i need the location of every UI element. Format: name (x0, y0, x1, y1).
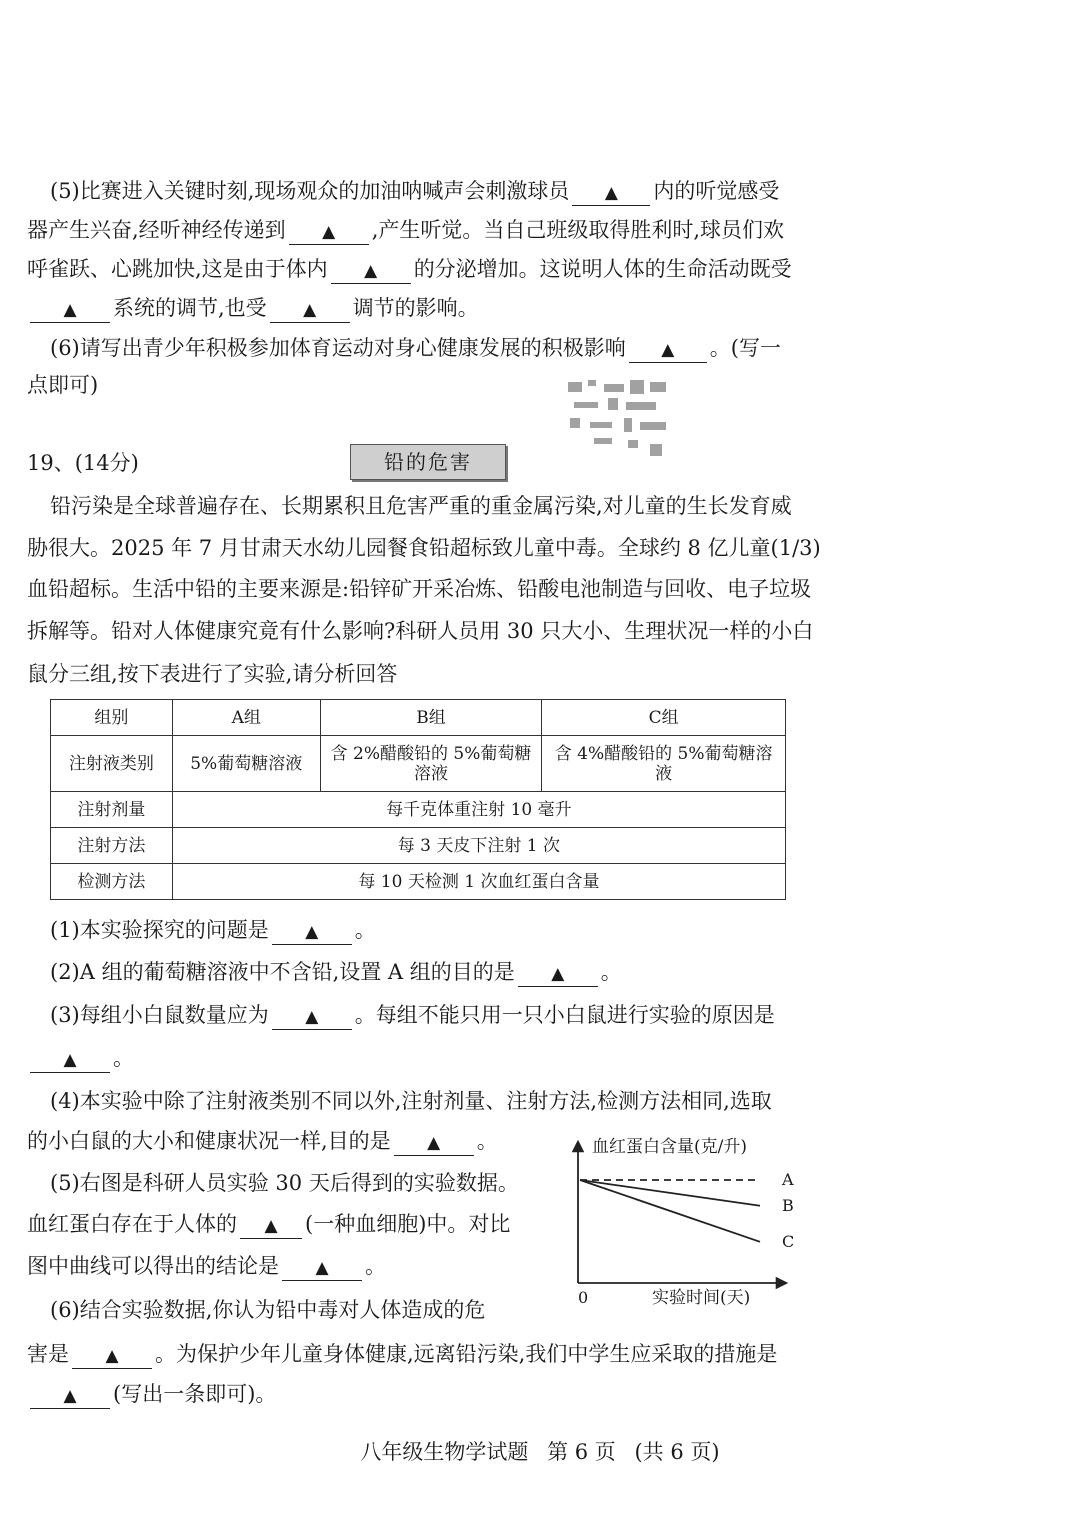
table-cell: 每千克体重注射 10 毫升 (172, 792, 785, 828)
text: (3)每组小白鼠数量应为 (50, 1003, 269, 1027)
q19-intro-line2: 胁很大。2025 年 7 月甘肃天水幼儿园餐食铅超标致儿童中毒。全球约 8 亿儿童(1/3) (27, 536, 821, 560)
text: 器产生兴奋,经听神经传递到 (27, 218, 286, 242)
table-row (51, 792, 786, 828)
blank-triangle-icon: ▲ (63, 300, 77, 320)
q19-q6-line2 (27, 1340, 777, 1369)
text: 。 (113, 1046, 134, 1070)
text: 内的听觉感受 (653, 179, 780, 203)
q19-intro-line1: 铅污染是全球普遍存在、长期累积且危害严重的重金属污染,对儿童的生长发育威 (50, 494, 792, 518)
text: 。(写一 (709, 336, 781, 360)
table-cell: 每 3 天皮下注射 1 次 (172, 828, 785, 864)
blank-triangle-icon: ▲ (305, 922, 319, 942)
text: (2)A 组的葡萄糖溶液中不含铅,设置 A 组的目的是 (50, 960, 515, 984)
text: (5)右图是科研人员实验 30 天后得到的实验数据。 (50, 1171, 519, 1195)
blank-triangle-icon: ▲ (63, 1050, 77, 1070)
blank-triangle-icon: ▲ (63, 1386, 77, 1406)
text: (一种血细胞)中。对比 (305, 1212, 511, 1236)
q19-intro-line3: 血铅超标。生活中铅的主要来源是:铅锌矿开采冶炼、铅酸电池制造与回收、电子垃圾 (27, 577, 812, 601)
q18-p5-line3 (27, 255, 792, 284)
table-cell: 含 4%醋酸铅的 5%葡萄糖溶液 (542, 736, 786, 792)
text: 呼雀跃、心跳加快,这是由于体内 (27, 257, 328, 281)
q19-q4-line2 (27, 1127, 498, 1156)
text: 的小白鼠的大小和健康状况一样,目的是 (27, 1129, 391, 1153)
table-header-row (51, 700, 786, 736)
answer-blank[interactable] (272, 1003, 352, 1030)
footer-total: (共 6 页) (634, 1440, 720, 1464)
q19-q4-line1 (50, 1087, 772, 1115)
answer-blank[interactable] (331, 257, 411, 284)
text: 害是 (27, 1342, 69, 1366)
table-row (51, 736, 786, 792)
blank-triangle-icon: ▲ (604, 183, 618, 203)
hemoglobin-chart (560, 1128, 810, 1320)
text: (1)本实验探究的问题是 (50, 918, 269, 942)
text: ,产生听觉。当自己班级取得胜利时,球员们欢 (371, 218, 785, 242)
q18-p6-line2 (27, 371, 98, 399)
table-cell: 含 2%醋酸铅的 5%葡萄糖溶液 (320, 736, 542, 792)
answer-blank[interactable] (572, 179, 650, 206)
answer-blank[interactable] (30, 296, 110, 323)
text: (6)请写出青少年积极参加体育运动对身心健康发展的积极影响 (50, 336, 626, 360)
q18-p5-line2 (27, 216, 784, 245)
series-label-C: C (782, 1231, 795, 1251)
faded-qr-code-icon (564, 378, 672, 462)
x-axis-label: 实验时间(天) (652, 1288, 751, 1308)
q19-q1 (50, 916, 376, 945)
footer-subject: 八年级生物学试题 (360, 1440, 529, 1464)
blank-triangle-icon: ▲ (105, 1346, 119, 1366)
text: 图中曲线可以得出的结论是 (27, 1254, 279, 1278)
answer-blank[interactable] (272, 918, 352, 945)
q18-p5-line4 (27, 294, 479, 323)
q18-p6-line1 (50, 334, 781, 363)
q18-p5-line1 (50, 177, 779, 206)
experiment-table (50, 699, 786, 900)
answer-blank[interactable] (629, 336, 707, 363)
answer-blank[interactable] (282, 1254, 362, 1281)
answer-blank[interactable] (72, 1342, 152, 1369)
header-cell: A组 (172, 700, 320, 736)
q19-intro-line4: 拆解等。铅对人体健康究竟有什么影响?科研人员用 30 只大小、生理状况一样的小白 (27, 619, 814, 643)
text: 的分泌增加。这说明人体的生命活动既受 (413, 257, 792, 281)
blank-triangle-icon: ▲ (264, 1216, 278, 1236)
text: 点即可) (27, 373, 99, 397)
series-label-B: B (782, 1195, 794, 1215)
footer-page: 第 6 页 (547, 1440, 616, 1464)
blank-triangle-icon: ▲ (661, 340, 675, 360)
q19-title-box: 铅的危害 (350, 444, 506, 480)
table-cell: 每 10 天检测 1 次血红蛋白含量 (172, 864, 785, 900)
answer-blank[interactable] (30, 1382, 110, 1409)
row-label: 注射剂量 (51, 792, 173, 828)
text: 血红蛋白存在于人体的 (27, 1212, 237, 1236)
answer-blank[interactable] (289, 218, 369, 245)
row-label: 注射液类别 (51, 736, 173, 792)
blank-triangle-icon: ▲ (427, 1133, 441, 1153)
q19-intro-line5: 鼠分三组,按下表进行了实验,请分析回答 (27, 662, 398, 686)
q19-q5-line1 (50, 1169, 519, 1197)
text: (4)本实验中除了注射液类别不同以外,注射剂量、注射方法,检测方法相同,选取 (50, 1089, 772, 1113)
blank-triangle-icon: ▲ (303, 300, 317, 320)
blank-triangle-icon: ▲ (315, 1258, 329, 1278)
page-footer (0, 1436, 1080, 1466)
table-row (51, 828, 786, 864)
series-line-C (580, 1180, 760, 1242)
blank-triangle-icon: ▲ (551, 964, 565, 984)
row-label: 注射方法 (51, 828, 173, 864)
series-label-A: A (782, 1170, 794, 1189)
text: 。每组不能只用一只小白鼠进行实验的原因是 (354, 1003, 775, 1027)
text: 。 (354, 918, 376, 942)
origin-label: 0 (578, 1288, 589, 1307)
q19-number (27, 449, 139, 477)
series-line-B (580, 1180, 760, 1206)
answer-blank[interactable] (270, 296, 350, 323)
q19-q3-line2 (27, 1044, 134, 1073)
text: (5)比赛进入关键时刻,现场观众的加油呐喊声会刺激球员 (50, 179, 570, 203)
row-label: 检测方法 (51, 864, 173, 900)
header-cell: 组别 (51, 700, 173, 736)
y-axis-label: 血红蛋白含量(克/升) (592, 1137, 747, 1157)
text: 系统的调节,也受 (113, 296, 267, 320)
blank-triangle-icon: ▲ (364, 261, 378, 281)
answer-blank[interactable] (394, 1129, 474, 1156)
table-row (51, 864, 786, 900)
q19-q6-line3 (27, 1380, 276, 1409)
q19-q5-line3 (27, 1252, 386, 1281)
text: 。 (476, 1129, 498, 1153)
text: (写出一条即可)。 (113, 1382, 277, 1406)
q19-q6-line1 (50, 1296, 485, 1324)
answer-blank[interactable] (518, 960, 598, 987)
blank-triangle-icon: ▲ (305, 1007, 319, 1027)
text: 19、(14分) (27, 451, 139, 475)
text: 。 (365, 1254, 386, 1278)
q19-q2 (50, 958, 622, 987)
text: 。为保护少年儿童身体健康,远离铅污染,我们中学生应采取的措施是 (155, 1342, 778, 1366)
answer-blank[interactable] (240, 1212, 302, 1239)
header-cell: B组 (320, 700, 542, 736)
text: (6)结合实验数据,你认为铅中毒对人体造成的危 (50, 1298, 486, 1322)
blank-triangle-icon: ▲ (322, 222, 336, 242)
answer-blank[interactable] (30, 1046, 110, 1073)
header-cell: C组 (542, 700, 786, 736)
table-cell: 5%葡萄糖溶液 (172, 736, 320, 792)
text: 调节的影响。 (352, 296, 479, 320)
q19-q5-line2 (27, 1210, 510, 1239)
q19-q3-line1 (50, 1001, 775, 1030)
text: 。 (600, 960, 622, 984)
